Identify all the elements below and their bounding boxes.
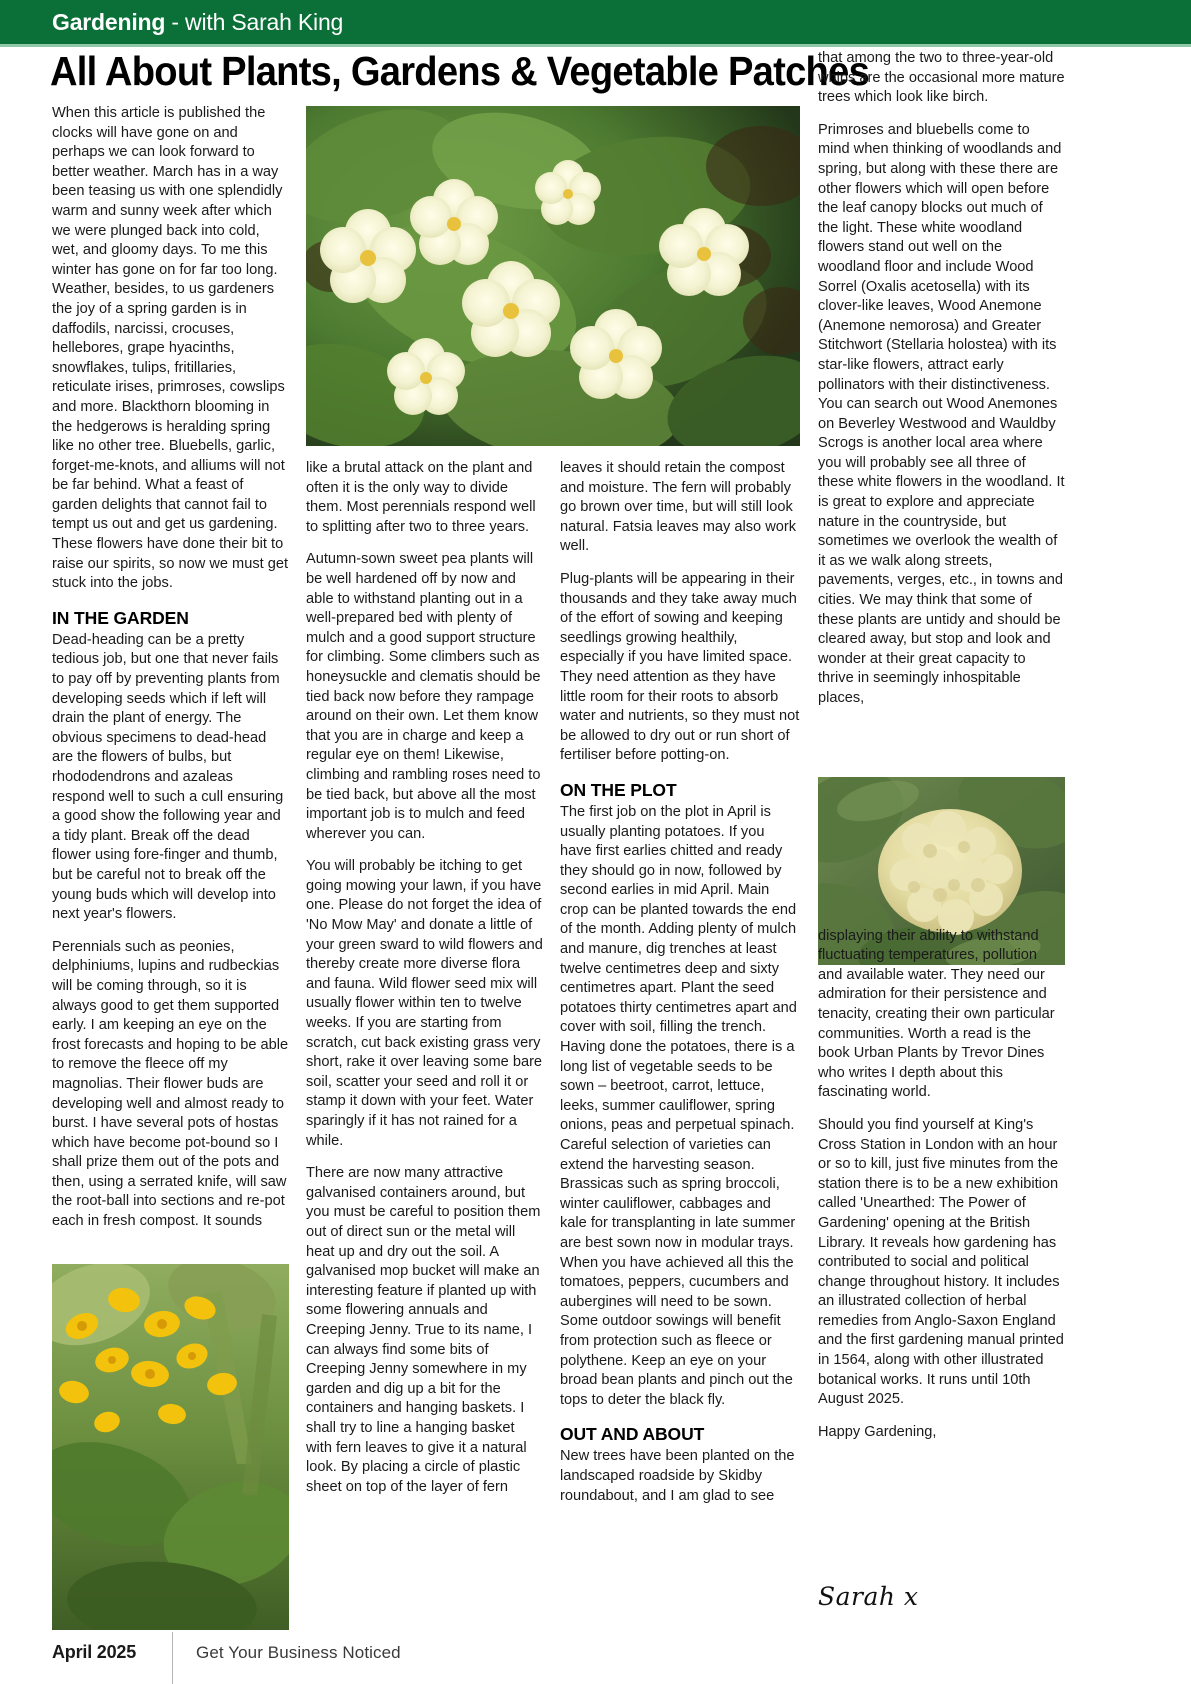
page-footer (0, 1628, 1191, 1684)
footer-divider (172, 1632, 173, 1684)
footer-tagline: Get Your Business Noticed (196, 1643, 401, 1662)
article-column-2 (306, 459, 543, 1497)
article-column-4 (818, 49, 1065, 1442)
section-heading-on-the-plot: ON THE PLOT (560, 779, 677, 800)
paragraph: When this article is published the clocks will have gone on and perhaps we can look forward to better weather. March has in a way been teasing us with one splendidly warm and sunny week after which we were plunged back into cold, wet, and gloomy days. To me this winter has gone on for far too long. Weather, besides, to us gardeners the joy of a spring garden is in daffodils, narcissi, crocuses, hellebores, grape hyacinths, snowflakes, tulips, fritillaries, reticulate irises, primroses, cowslips and more. Blackthorn blooming in the hedgerows is heralding spring like no other tree. Bluebells, garlic, forget-me-knots, and alliums will not be far behind. What a feast of garden delights that cannot fail to tempt us out and get us gardening. These flowers have done their bit to raise our spirits, so now we must get stuck into the jobs. (52, 105, 289, 592)
banner-underline-rule (0, 44, 1191, 47)
cowslip-photo (52, 1264, 289, 1630)
paragraph: The first job on the plot in April is usually planting potatoes. If you have first earlies chitted and ready they should go in now, followed by second earlies in mid April. Main crop can be planted towards the end of the month. Adding plenty of mulch and manure, dig trenches at least twelve centimetres deep and sixty centimetres apart. Plant the seed potatoes thirty centimetres apart and cover with soil, filling the trench. Having done the potatoes, there is a long list of vegetable seeds to be sown – beetroot, carrot, lettuce, leeks, summer cauliflower, spring onions, peas and perpetual spinach. Careful selection of varieties can extend the harvesting season. Brassicas such as spring broccoli, winter cauliflower, cabbages and kale for transplanting in late summer are best sown now in modular trays. When you have achieved all this the tomatoes, peppers, cucumbers and aubergines will need to be sown. Some outdoor sowings will benefit from protection such as fleece or polythene. Keep an eye on your broad bean plants and pinch out the tops to deter the black fly. (560, 803, 797, 1408)
paragraph: There are now many attractive galvanised containers around, but you must be careful to position them out of direct sun or the metal will heat up and dry out the soil. A galvanised mop bucket will make an interesting feature if planted up with some flowering annuals and Creeping Jenny. True to its name, I can always find some bits of Creeping Jenny somewhere in my garden and dig up a bit for the containers and hanging baskets. I shall try to line a hanging basket with fern leaves to give it a natural look. By placing a circle of plastic sheet on top of the layer of fern (306, 1165, 541, 1495)
section-heading-in-the-garden: IN THE GARDEN (52, 607, 189, 628)
author-signature: Sarah x (818, 1582, 919, 1611)
paragraph: You will probably be itching to get going mowing your lawn, if you have one. Please do not forget the idea of 'No Mow May' and donate a little of your green sward to wild flowers and thereby create more diverse flora and fauna. Wild flower seed mix will usually flower within ten to twelve weeks. If you are starting from scratch, cut back existing grass very short, rake it over leaving some bare soil, scatter your seed and roll it or stamp it down with your feet. Water sparingly if it has not rained for a while. (306, 858, 543, 1149)
paragraph: leaves it should retain the compost and moisture. The fern will probably go brown over time, but will still look natural. Fatsia leaves may also work well. (560, 460, 797, 555)
paragraph: Plug-plants will be appearing in their thousands and they take away much of the effort of sowing and keeping seedlings growing healthily, especially if you have limited space. They need attention as they have little room for their roots to absorb water and nutrients, so they must not be allowed to dry out or run short of fertiliser before potting-on. (560, 570, 800, 764)
article-headline: All About Plants, Gardens & Vegetable Patches (50, 48, 870, 94)
article-column-1 (52, 104, 289, 1232)
paragraph: displaying their ability to withstand fluctuating temperatures, pollution and available water. They need our admiration for their persistence and tenacity, creating their own particular communities. Worth a read is the book Urban Plants by Trevor Dines who writes I depth about this fascinating world. (818, 927, 1055, 1101)
paragraph: Perennials such as peonies, delphiniums, lupins and rudbeckias will be coming through, so it is always good to get them supported early. I am keeping an eye on the frost forecasts and hoping to be able to remove the fleece off my magnolias. Their flower buds are developing well and almost ready to burst. I have several pots of hostas which have become pot-bound so I shall prize them out of the pots and then, using a serrated knife, will saw the root-ball into sections and re-pot each in fresh compost. It sounds (52, 938, 289, 1230)
paragraph: like a brutal attack on the plant and often it is the only way to divide them. Most perennials respond well to splitting after two to three years. (306, 460, 536, 535)
paragraph: Autumn-sown sweet pea plants will be well hardened off by now and able to withstand planting out in a well-prepared bed with plenty of mulch and a good support structure for climbing. Some climbers such as honeysuckle and clematis should be tied back now before they rampage around on their own. Let them know that you are in charge and keep a regular eye on them! Likewise, climbing and rambling roses need to be tied back, but above all the most important job is to mulch and feed wherever you can. (306, 551, 541, 842)
paragraph: Dead-heading can be a pretty tedious job, but one that never fails to pay off by preventing plants from developing seeds which if left will drain the plant of energy. The obvious specimens to dead-head are the flowers of bulbs, but rhododendrons and azaleas respond well to such a cull ensuring a good show the following year and a tidy plant. Break off the dead flower using fore-finger and thumb, but be careful not to break off the young buds which will develop into next year's flowers. (52, 631, 284, 923)
footer-issue-date: April 2025 (52, 1642, 137, 1662)
banner-title (52, 9, 343, 36)
paragraph: that among the two to three-year-old whips are the occasional more mature trees which look like birch. (818, 50, 1065, 106)
primrose-photo (306, 106, 800, 446)
photo-flow-spacer (818, 722, 1065, 927)
section-banner (0, 0, 1191, 44)
paragraph: Primroses and bluebells come to mind when thinking of woodlands and spring, but along with these there are other flowers which will open before the leaf canopy blocks out much of the light. These white woodland flowers stand out well on the woodland floor and include Wood Sorrel (Oxalis acetosella) with its clover-like leaves, Wood Anemone (Anemone nemorosa) and Greater Stitchwort (Stellaria holostea) with its star-like flowers, attract early pollinators with their distinctiveness. You can search out Wood Anemones on Beverley Westwood and Wauldby Scrogs is another local area where you will probably see all three of these white flowers in the woodland. It is great to explore and appreciate nature in the countryside, but sometimes we overlook the wealth of it as we walk along streets, pavements, verges, etc., in towns and cities. We may think that some of these plants are untidy and should be cleared away, but stop and look and wonder at their great capacity to thrive in seemingly inhospitable places, (818, 121, 1065, 706)
section-heading-out-and-about: OUT AND ABOUT (560, 1424, 705, 1445)
paragraph: Happy Gardening, (818, 1423, 937, 1440)
article-column-3 (560, 459, 800, 1506)
paragraph: New trees have been planted on the landscaped roadside by Skidby roundabout, and I am glad to see (560, 1448, 795, 1504)
banner-byline: - with Sarah King (165, 9, 344, 35)
banner-section-name: Gardening (52, 9, 166, 35)
paragraph: Should you find yourself at King's Cross Station in London with an hour or so to kill, just five minutes from the station there is to be a new exhibition called 'Unearthed: The Power of Gardening' opening at the British Library. It reveals how gardening has contributed to social and political change throughout history. It includes an illustrated collection of herbal remedies from Anglo-Saxon England and the first gardening manual printed in 1564, along with other illustrated botanical works. It runs until 10th August 2025. (818, 1116, 1064, 1408)
